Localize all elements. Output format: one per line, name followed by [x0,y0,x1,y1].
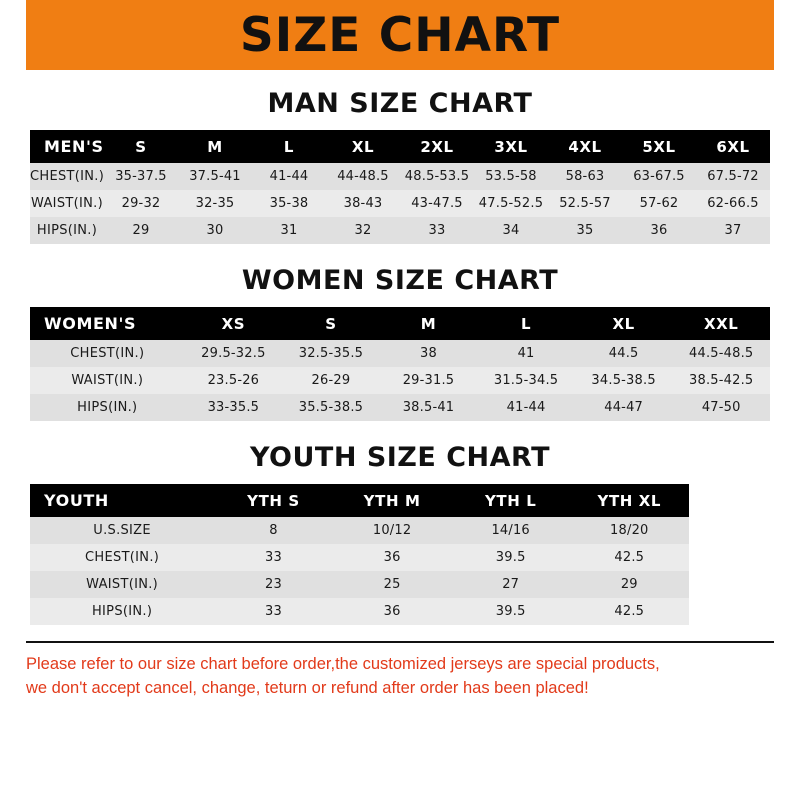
youth-chest-m: 36 [333,544,452,571]
men-hips-l: 31 [252,217,326,244]
men-waist-m: 32-35 [178,190,252,217]
youth-ussize-l: 14/16 [451,517,570,544]
men-hips-s: 29 [104,217,178,244]
men-waist-2xl: 43-47.5 [400,190,474,217]
men-section-title: MAN SIZE CHART [267,88,533,119]
youth-section-title: YOUTH SIZE CHART [249,442,551,473]
men-size-table [30,130,770,244]
men-header-cell-s: S [104,130,178,163]
table-row [30,571,770,598]
women-row-label-chest: CHEST(IN.) [30,340,185,367]
table-row [30,340,770,367]
men-chest-s: 35-37.5 [104,163,178,190]
table-row [30,217,770,244]
men-table-wrap [30,130,770,244]
youth-chest-l: 39.5 [451,544,570,571]
youth-ussize-xl: 18/20 [570,517,689,544]
table-row [30,367,770,394]
youth-size-table [30,484,770,625]
men-header-cell-5xl: 5XL [622,130,696,163]
men-header-cell-xl: XL [326,130,400,163]
youth-waist-m: 25 [333,571,452,598]
youth-hips-xl: 42.5 [570,598,689,625]
men-hips-5xl: 36 [622,217,696,244]
youth-header-cell-blank [689,484,770,517]
page-banner [0,0,800,70]
women-chest-xxl: 44.5-48.5 [672,340,770,367]
men-table-header-row [30,130,770,163]
youth-ussize-m: 10/12 [333,517,452,544]
women-header-cell-xl: XL [575,307,673,340]
men-chest-6xl: 67.5-72 [696,163,770,190]
youth-ussize-blank [689,517,770,544]
men-hips-m: 30 [178,217,252,244]
men-chest-2xl: 48.5-53.5 [400,163,474,190]
women-row-label-hips: HIPS(IN.) [30,394,185,421]
women-header-cell-xxl: XXL [672,307,770,340]
men-chest-m: 37.5-41 [178,163,252,190]
women-chest-xl: 44.5 [575,340,673,367]
youth-hips-l: 39.5 [451,598,570,625]
women-hips-l: 41-44 [477,394,575,421]
disclaimer-line-1: Please refer to our size chart before order,the customized jerseys are special products, [26,655,660,673]
men-row-label-waist: WAIST(IN.) [30,190,104,217]
women-chest-xs: 29.5-32.5 [185,340,283,367]
men-waist-s: 29-32 [104,190,178,217]
men-header-cell-6xl: 6XL [696,130,770,163]
women-waist-m: 29-31.5 [380,367,478,394]
page-title: SIZE CHART [239,7,561,63]
women-header-cell-s: S [282,307,380,340]
women-chest-m: 38 [380,340,478,367]
men-waist-xl: 38-43 [326,190,400,217]
youth-hips-s: 33 [214,598,333,625]
women-chest-l: 41 [477,340,575,367]
women-hips-m: 38.5-41 [380,394,478,421]
women-size-table [30,307,770,421]
women-chest-s: 32.5-35.5 [282,340,380,367]
men-header-cell-2xl: 2XL [400,130,474,163]
youth-hips-m: 36 [333,598,452,625]
women-waist-xl: 34.5-38.5 [575,367,673,394]
youth-row-label-chest: CHEST(IN.) [30,544,214,571]
youth-row-label-waist: WAIST(IN.) [30,571,214,598]
youth-waist-xl: 29 [570,571,689,598]
youth-row-label-ussize: U.S.SIZE [30,517,214,544]
women-hips-xxl: 47-50 [672,394,770,421]
youth-header-cell-l: YTH L [451,484,570,517]
youth-header-cell-xl: YTH XL [570,484,689,517]
men-header-cell-m: M [178,130,252,163]
women-waist-s: 26-29 [282,367,380,394]
youth-table-header-row [30,484,770,517]
youth-row-label-hips: HIPS(IN.) [30,598,214,625]
women-header-cell-xs: XS [185,307,283,340]
men-hips-2xl: 33 [400,217,474,244]
men-waist-4xl: 52.5-57 [548,190,622,217]
men-hips-4xl: 35 [548,217,622,244]
men-hips-6xl: 37 [696,217,770,244]
men-chest-l: 41-44 [252,163,326,190]
women-waist-l: 31.5-34.5 [477,367,575,394]
men-waist-5xl: 57-62 [622,190,696,217]
men-chest-4xl: 58-63 [548,163,622,190]
youth-header-cell-m: YTH M [333,484,452,517]
disclaimer-note [26,641,774,701]
table-row [30,598,770,625]
youth-waist-s: 23 [214,571,333,598]
youth-ussize-s: 8 [214,517,333,544]
men-waist-3xl: 47.5-52.5 [474,190,548,217]
men-hips-3xl: 34 [474,217,548,244]
women-table-header-row [30,307,770,340]
men-chest-5xl: 63-67.5 [622,163,696,190]
table-row [30,394,770,421]
youth-waist-l: 27 [451,571,570,598]
table-row [30,544,770,571]
women-waist-xs: 23.5-26 [185,367,283,394]
youth-chest-xl: 42.5 [570,544,689,571]
youth-chest-blank [689,544,770,571]
table-row [30,190,770,217]
youth-waist-blank [689,571,770,598]
youth-header-cell-s: YTH S [214,484,333,517]
men-row-label-hips: HIPS(IN.) [30,217,104,244]
women-hips-xl: 44-47 [575,394,673,421]
men-chest-xl: 44-48.5 [326,163,400,190]
men-waist-6xl: 62-66.5 [696,190,770,217]
women-row-label-waist: WAIST(IN.) [30,367,185,394]
youth-table-wrap [30,484,770,625]
disclaimer-line-2: we don't accept cancel, change, teturn or refund after order has been placed! [26,678,589,697]
men-row-label-chest: CHEST(IN.) [30,163,104,190]
men-header-cell-l: L [252,130,326,163]
table-row [30,517,770,544]
women-waist-xxl: 38.5-42.5 [672,367,770,394]
women-hips-xs: 33-35.5 [185,394,283,421]
women-header-cell-label: WOMEN'S [30,307,185,340]
women-header-cell-l: L [477,307,575,340]
men-hips-xl: 32 [326,217,400,244]
youth-hips-blank [689,598,770,625]
women-header-cell-m: M [380,307,478,340]
men-header-cell-4xl: 4XL [548,130,622,163]
women-table-wrap [30,307,770,421]
youth-header-cell-label: YOUTH [30,484,214,517]
youth-chest-s: 33 [214,544,333,571]
women-hips-s: 35.5-38.5 [282,394,380,421]
men-chest-3xl: 53.5-58 [474,163,548,190]
women-section-title: WOMEN SIZE CHART [241,265,559,296]
table-row [30,163,770,190]
men-header-cell-label: MEN'S [30,130,104,163]
men-waist-l: 35-38 [252,190,326,217]
men-header-cell-3xl: 3XL [474,130,548,163]
